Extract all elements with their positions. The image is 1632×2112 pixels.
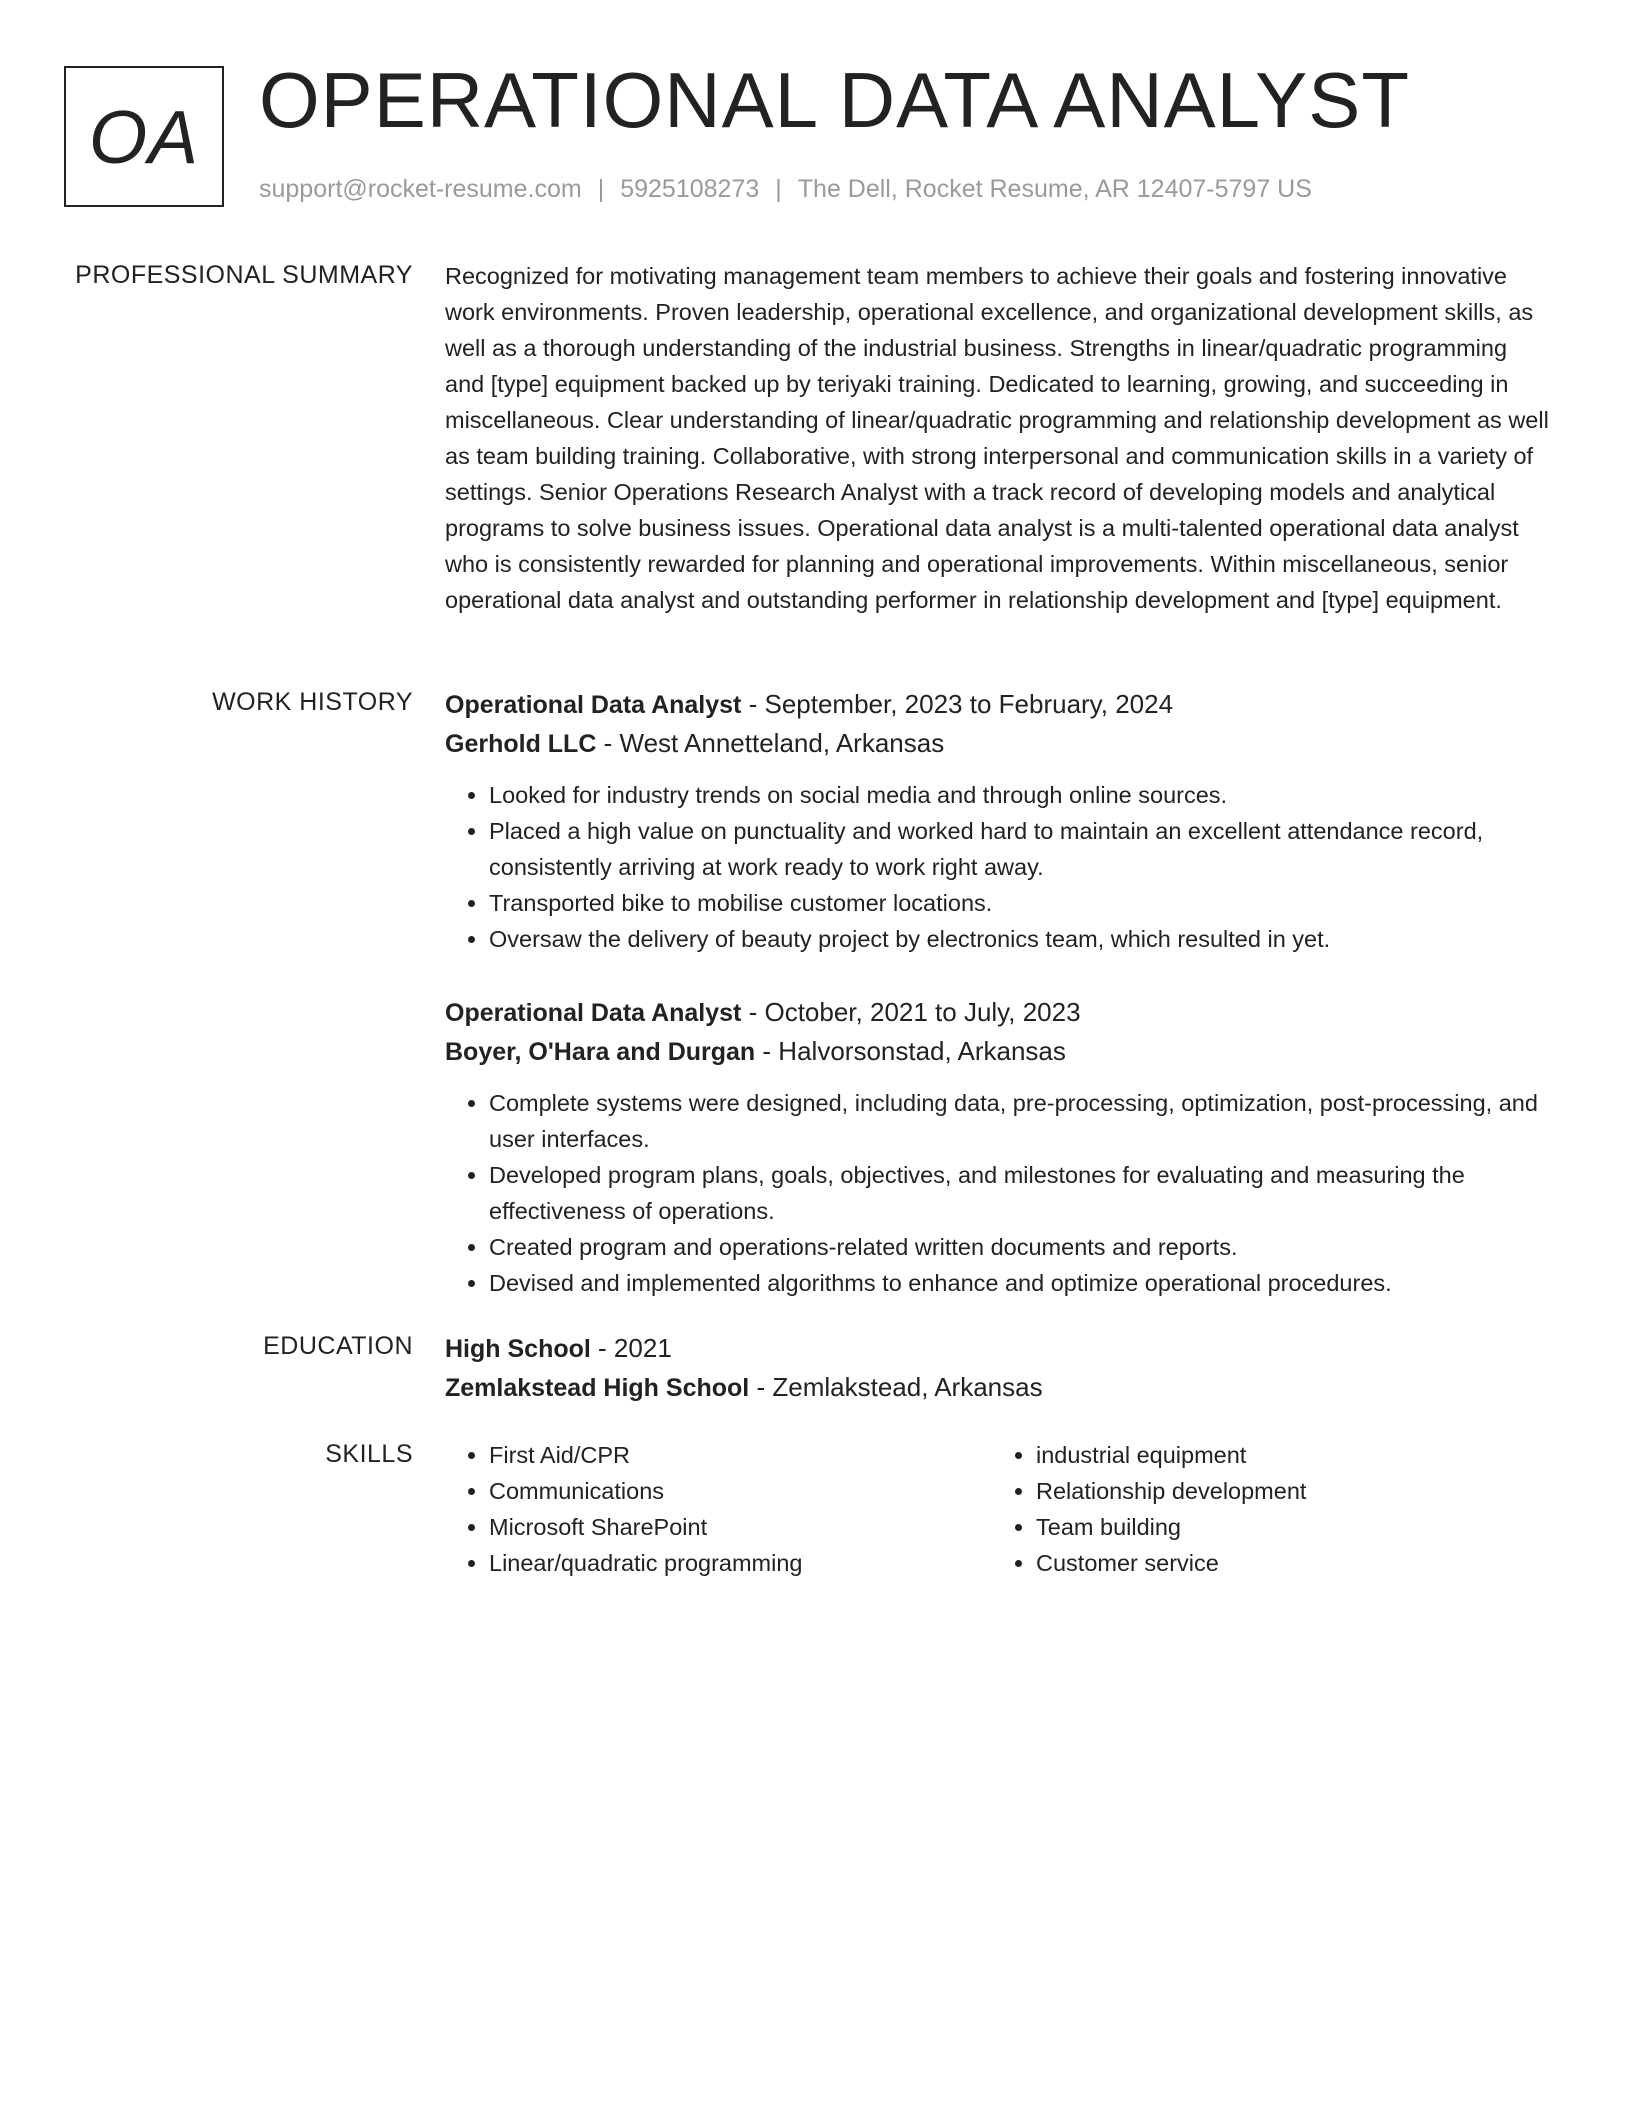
job-dates: - October, 2021 to July, 2023 [741, 997, 1081, 1027]
summary-heading: PROFESSIONAL SUMMARY [75, 261, 413, 289]
contact-separator: | [775, 175, 782, 203]
contact-address: The Dell, Rocket Resume, AR 12407-5797 US [797, 175, 1312, 203]
skill-item: • Linear/quadratic programming [489, 1545, 992, 1581]
job-bullet: • Developed program plans, goals, objectives, and milestones for evaluating and measuring the effectiveness of operations. [489, 1157, 1550, 1229]
job-bullets [445, 1085, 1550, 1301]
skill-item: • First Aid/CPR [489, 1437, 992, 1473]
skills-list [445, 1437, 1550, 1581]
skill-item: • Team building [1036, 1509, 1539, 1545]
job-bullet: • Transported bike to mobilise customer locations. [489, 885, 1550, 921]
job-company-line [445, 1032, 1550, 1071]
job-bullet: • Created program and operations-related written documents and reports. [489, 1229, 1550, 1265]
contact-line [259, 175, 1312, 204]
job-location: - Halvorsonstad, Arkansas [755, 1036, 1066, 1066]
skill-item: • Communications [489, 1473, 992, 1509]
work-history-heading: WORK HISTORY [212, 688, 413, 716]
skills-heading: SKILLS [325, 1440, 413, 1468]
education-school: Zemlakstead High School [445, 1374, 750, 1402]
contact-phone: 5925108273 [620, 175, 760, 203]
skill-item: • industrial equipment [1036, 1437, 1539, 1473]
job-bullet: • Looked for industry trends on social media and through online sources. [489, 777, 1550, 813]
education-heading: EDUCATION [263, 1332, 413, 1360]
education-degree: High School [445, 1335, 591, 1363]
job-company: Boyer, O'Hara and Durgan [445, 1038, 756, 1066]
job-title-line [445, 993, 1550, 1032]
summary-text: Recognized for motivating management team members to achieve their goals and fostering innovative work environments. Proven leadership, operational excellence, and organizational development skills, as well as a thorough understanding of the industrial business. Strengths in linear/quadratic programming and [type] equipment backed up by teriyaki training. Dedicated to learning, growing, and succeeding in miscellaneous. Clear understanding of linear/quadratic programming and relationship development as well as team building training. Collaborative, with strong interpersonal and communication skills in a variety of settings. Senior Operations Research Analyst with a track record of developing models and analytical programs to solve business issues. Operational data analyst is a multi-talented operational data analyst who is consistently rewarded for planning and operational improvements. Within miscellaneous, senior operational data analyst and outstanding performer in relationship development and [type] equipment. [445, 263, 1549, 613]
skills-column-left [445, 1437, 992, 1581]
education-school-line [445, 1368, 1550, 1407]
job-company-line [445, 724, 1550, 763]
resume-title: OPERATIONAL DATA ANALYST [259, 56, 1410, 144]
job-bullet: • Complete systems were designed, including data, pre-processing, optimization, post-processing, and user interfaces. [489, 1085, 1550, 1157]
job-location: - West Annetteland, Arkansas [596, 728, 945, 758]
job-bullet: • Devised and implemented algorithms to enhance and optimize operational procedures. [489, 1265, 1550, 1301]
skill-item: • Relationship development [1036, 1473, 1539, 1509]
skill-item: • Customer service [1036, 1545, 1539, 1581]
job-title-line [445, 685, 1550, 724]
job-bullets [445, 777, 1550, 957]
job-role: Operational Data Analyst [445, 999, 742, 1027]
education-location: - Zemlakstead, Arkansas [749, 1372, 1043, 1402]
contact-separator: | [597, 175, 605, 203]
job-role: Operational Data Analyst [445, 691, 742, 719]
job-bullet: • Placed a high value on punctuality and worked hard to maintain an excellent attendance record, consistently arriving at work ready to work right away. [489, 813, 1550, 885]
skill-item: • Microsoft SharePoint [489, 1509, 992, 1545]
job-entry [445, 993, 1550, 1301]
job-company: Gerhold LLC [445, 730, 597, 758]
education-year: - 2021 [590, 1333, 672, 1363]
job-dates: - September, 2023 to February, 2024 [741, 689, 1174, 719]
job-entry [445, 685, 1550, 957]
skills-column-right [992, 1437, 1539, 1581]
education-degree-line [445, 1329, 1550, 1368]
contact-email[interactable]: support@rocket-resume.com [259, 175, 582, 203]
job-bullet: • Oversaw the delivery of beauty project by electronics team, which resulted in yet. [489, 921, 1550, 957]
monogram-badge: OA [64, 66, 224, 207]
